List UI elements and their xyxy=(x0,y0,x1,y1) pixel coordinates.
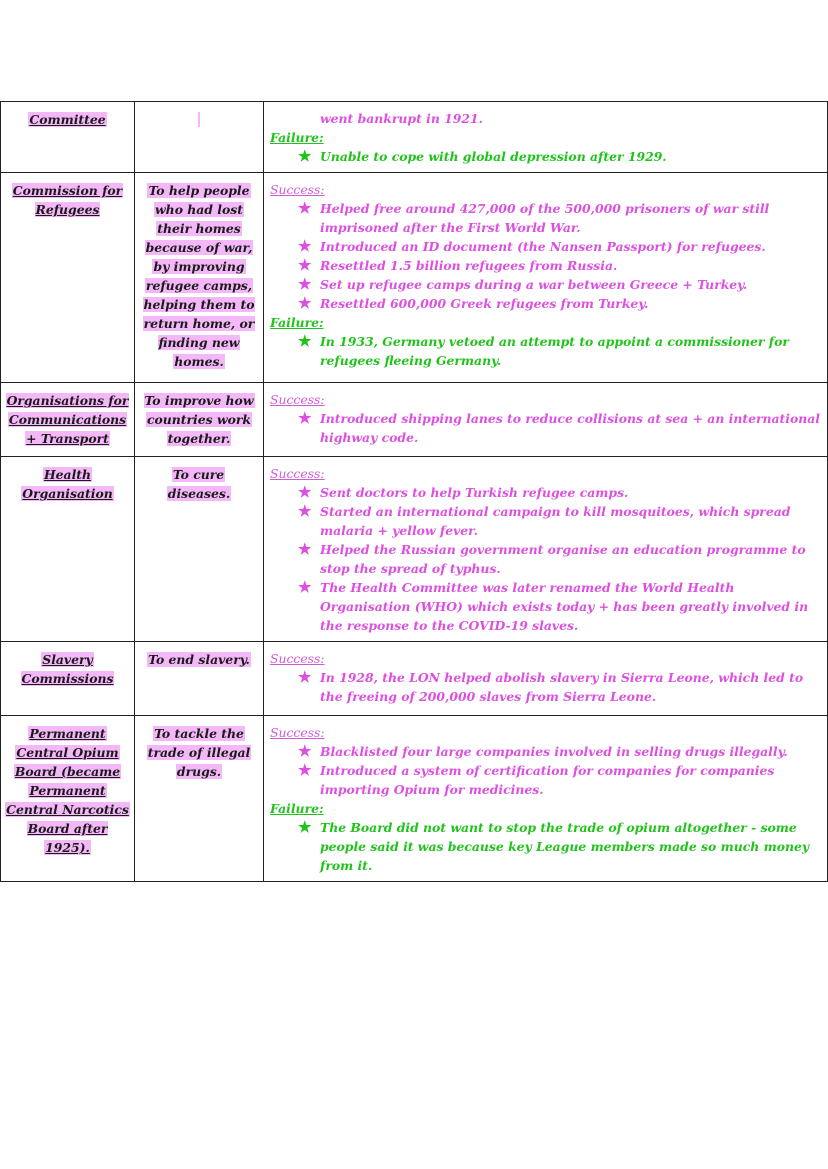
agency-name: Organisations for Communications + Transport xyxy=(6,393,129,446)
table-row xyxy=(1,642,828,716)
list-item: ★ Resettled 1.5 billion refugees from Russia. xyxy=(298,256,618,274)
star-icon: ★ xyxy=(298,483,312,501)
agency-name-cell xyxy=(1,102,135,173)
star-icon: ★ xyxy=(298,275,312,293)
star-icon: ★ xyxy=(298,256,312,274)
star-icon: ★ xyxy=(298,294,312,312)
success-list xyxy=(270,668,823,706)
agency-aim: To improve how countries work together. xyxy=(144,393,254,446)
agency-results-cell xyxy=(264,457,828,642)
agencies-table xyxy=(0,101,828,882)
success-heading: Success: xyxy=(270,466,325,481)
continued-text: went bankrupt in 1921. xyxy=(320,111,483,126)
agency-aim xyxy=(198,112,200,127)
list-item: ★ Introduced shipping lanes to reduce collisions at sea + an international highway code. xyxy=(298,409,820,445)
agency-aim: To help people who had lost their homes because of war, by improving refugee camps, helping them to return home, or finding new homes. xyxy=(143,183,255,369)
star-icon: ★ xyxy=(298,742,312,760)
list-item: ★ Sent doctors to help Turkish refugee camps. xyxy=(298,483,629,501)
agency-aim: To cure diseases. xyxy=(167,467,231,501)
list-item: ★ The Health Committee was later renamed the World Health Organisation (WHO) which exists today + has been greatly involved in the response to the COVID-19 slaves. xyxy=(298,578,809,633)
star-icon: ★ xyxy=(298,818,312,836)
star-icon: ★ xyxy=(298,237,312,255)
success-list xyxy=(270,742,823,799)
agency-aim-cell xyxy=(135,383,264,457)
list-item: ★ The Board did not want to stop the trade of opium altogether - some people said it was because key League members made so much money from it. xyxy=(298,818,810,873)
failure-heading: Failure: xyxy=(270,801,324,816)
list-item: ★ Introduced a system of certification for companies for companies importing Opium for medicines. xyxy=(298,761,775,797)
star-icon: ★ xyxy=(298,578,312,596)
star-icon: ★ xyxy=(298,199,312,217)
league-agencies-table-page xyxy=(0,101,828,882)
star-icon: ★ xyxy=(298,147,312,165)
agency-aim-cell xyxy=(135,642,264,716)
table-row xyxy=(1,173,828,383)
star-icon: ★ xyxy=(298,332,312,350)
failure-list xyxy=(270,332,823,370)
star-icon: ★ xyxy=(298,761,312,779)
table-row xyxy=(1,383,828,457)
success-heading: Success: xyxy=(270,182,325,197)
agency-results-cell xyxy=(264,173,828,383)
list-item: ★ Set up refugee camps during a war between Greece + Turkey. xyxy=(298,275,748,293)
agency-aim-cell xyxy=(135,173,264,383)
table-row xyxy=(1,457,828,642)
agency-name: Slavery Commissions xyxy=(21,652,114,686)
list-item: ★ In 1933, Germany vetoed an attempt to appoint a commissioner for refugees fleeing Germany. xyxy=(298,332,789,368)
success-heading: Success: xyxy=(270,651,325,666)
success-list xyxy=(270,483,823,635)
list-item: ★ In 1928, the LON helped abolish slavery in Sierra Leone, which led to the freeing of 200,000 slaves from Sierra Leone. xyxy=(298,668,804,704)
success-heading: Success: xyxy=(270,725,325,740)
agency-aim-cell xyxy=(135,716,264,882)
agency-name-cell xyxy=(1,642,135,716)
agency-name: Permanent Central Opium Board (became Permanent Central Narcotics Board after 1925). xyxy=(6,726,129,855)
success-list xyxy=(270,199,823,313)
agency-results-cell xyxy=(264,102,828,173)
star-icon: ★ xyxy=(298,409,312,427)
agency-name: Commission for Refugees xyxy=(12,183,123,217)
agency-name: Health Organisation xyxy=(22,467,113,501)
failure-list xyxy=(270,818,823,875)
star-icon: ★ xyxy=(298,502,312,520)
failure-heading: Failure: xyxy=(270,315,324,330)
list-item: ★ Started an international campaign to kill mosquitoes, which spread malaria + yellow fever. xyxy=(298,502,791,538)
agency-name-cell xyxy=(1,173,135,383)
agency-name: Committee xyxy=(29,112,106,127)
star-icon: ★ xyxy=(298,540,312,558)
agency-results-cell xyxy=(264,383,828,457)
list-item: ★ Blacklisted four large companies involved in selling drugs illegally. xyxy=(298,742,788,760)
agency-aim: To tackle the trade of illegal drugs. xyxy=(147,726,251,779)
agency-aim-cell xyxy=(135,102,264,173)
agency-aim-cell xyxy=(135,457,264,642)
list-item: ★ Resettled 600,000 Greek refugees from Turkey. xyxy=(298,294,649,312)
success-heading: Success: xyxy=(270,392,325,407)
list-item: ★ Helped free around 427,000 of the 500,000 prisoners of war still imprisoned after the First World War. xyxy=(298,199,770,235)
star-icon: ★ xyxy=(298,668,312,686)
agency-name-cell xyxy=(1,457,135,642)
agency-name-cell xyxy=(1,383,135,457)
agency-name-cell xyxy=(1,716,135,882)
failure-list xyxy=(270,147,823,166)
agency-aim: To end slavery. xyxy=(148,652,250,667)
success-list xyxy=(270,409,823,447)
table-row xyxy=(1,102,828,173)
list-item: ★ Helped the Russian government organise an education programme to stop the spread of typhus. xyxy=(298,540,806,576)
list-item: ★ Introduced an ID document (the Nansen Passport) for refugees. xyxy=(298,237,766,255)
agency-results-cell xyxy=(264,716,828,882)
table-row xyxy=(1,716,828,882)
list-item: ★ Unable to cope with global depression after 1929. xyxy=(298,147,667,165)
failure-heading: Failure: xyxy=(270,130,324,145)
agency-results-cell xyxy=(264,642,828,716)
